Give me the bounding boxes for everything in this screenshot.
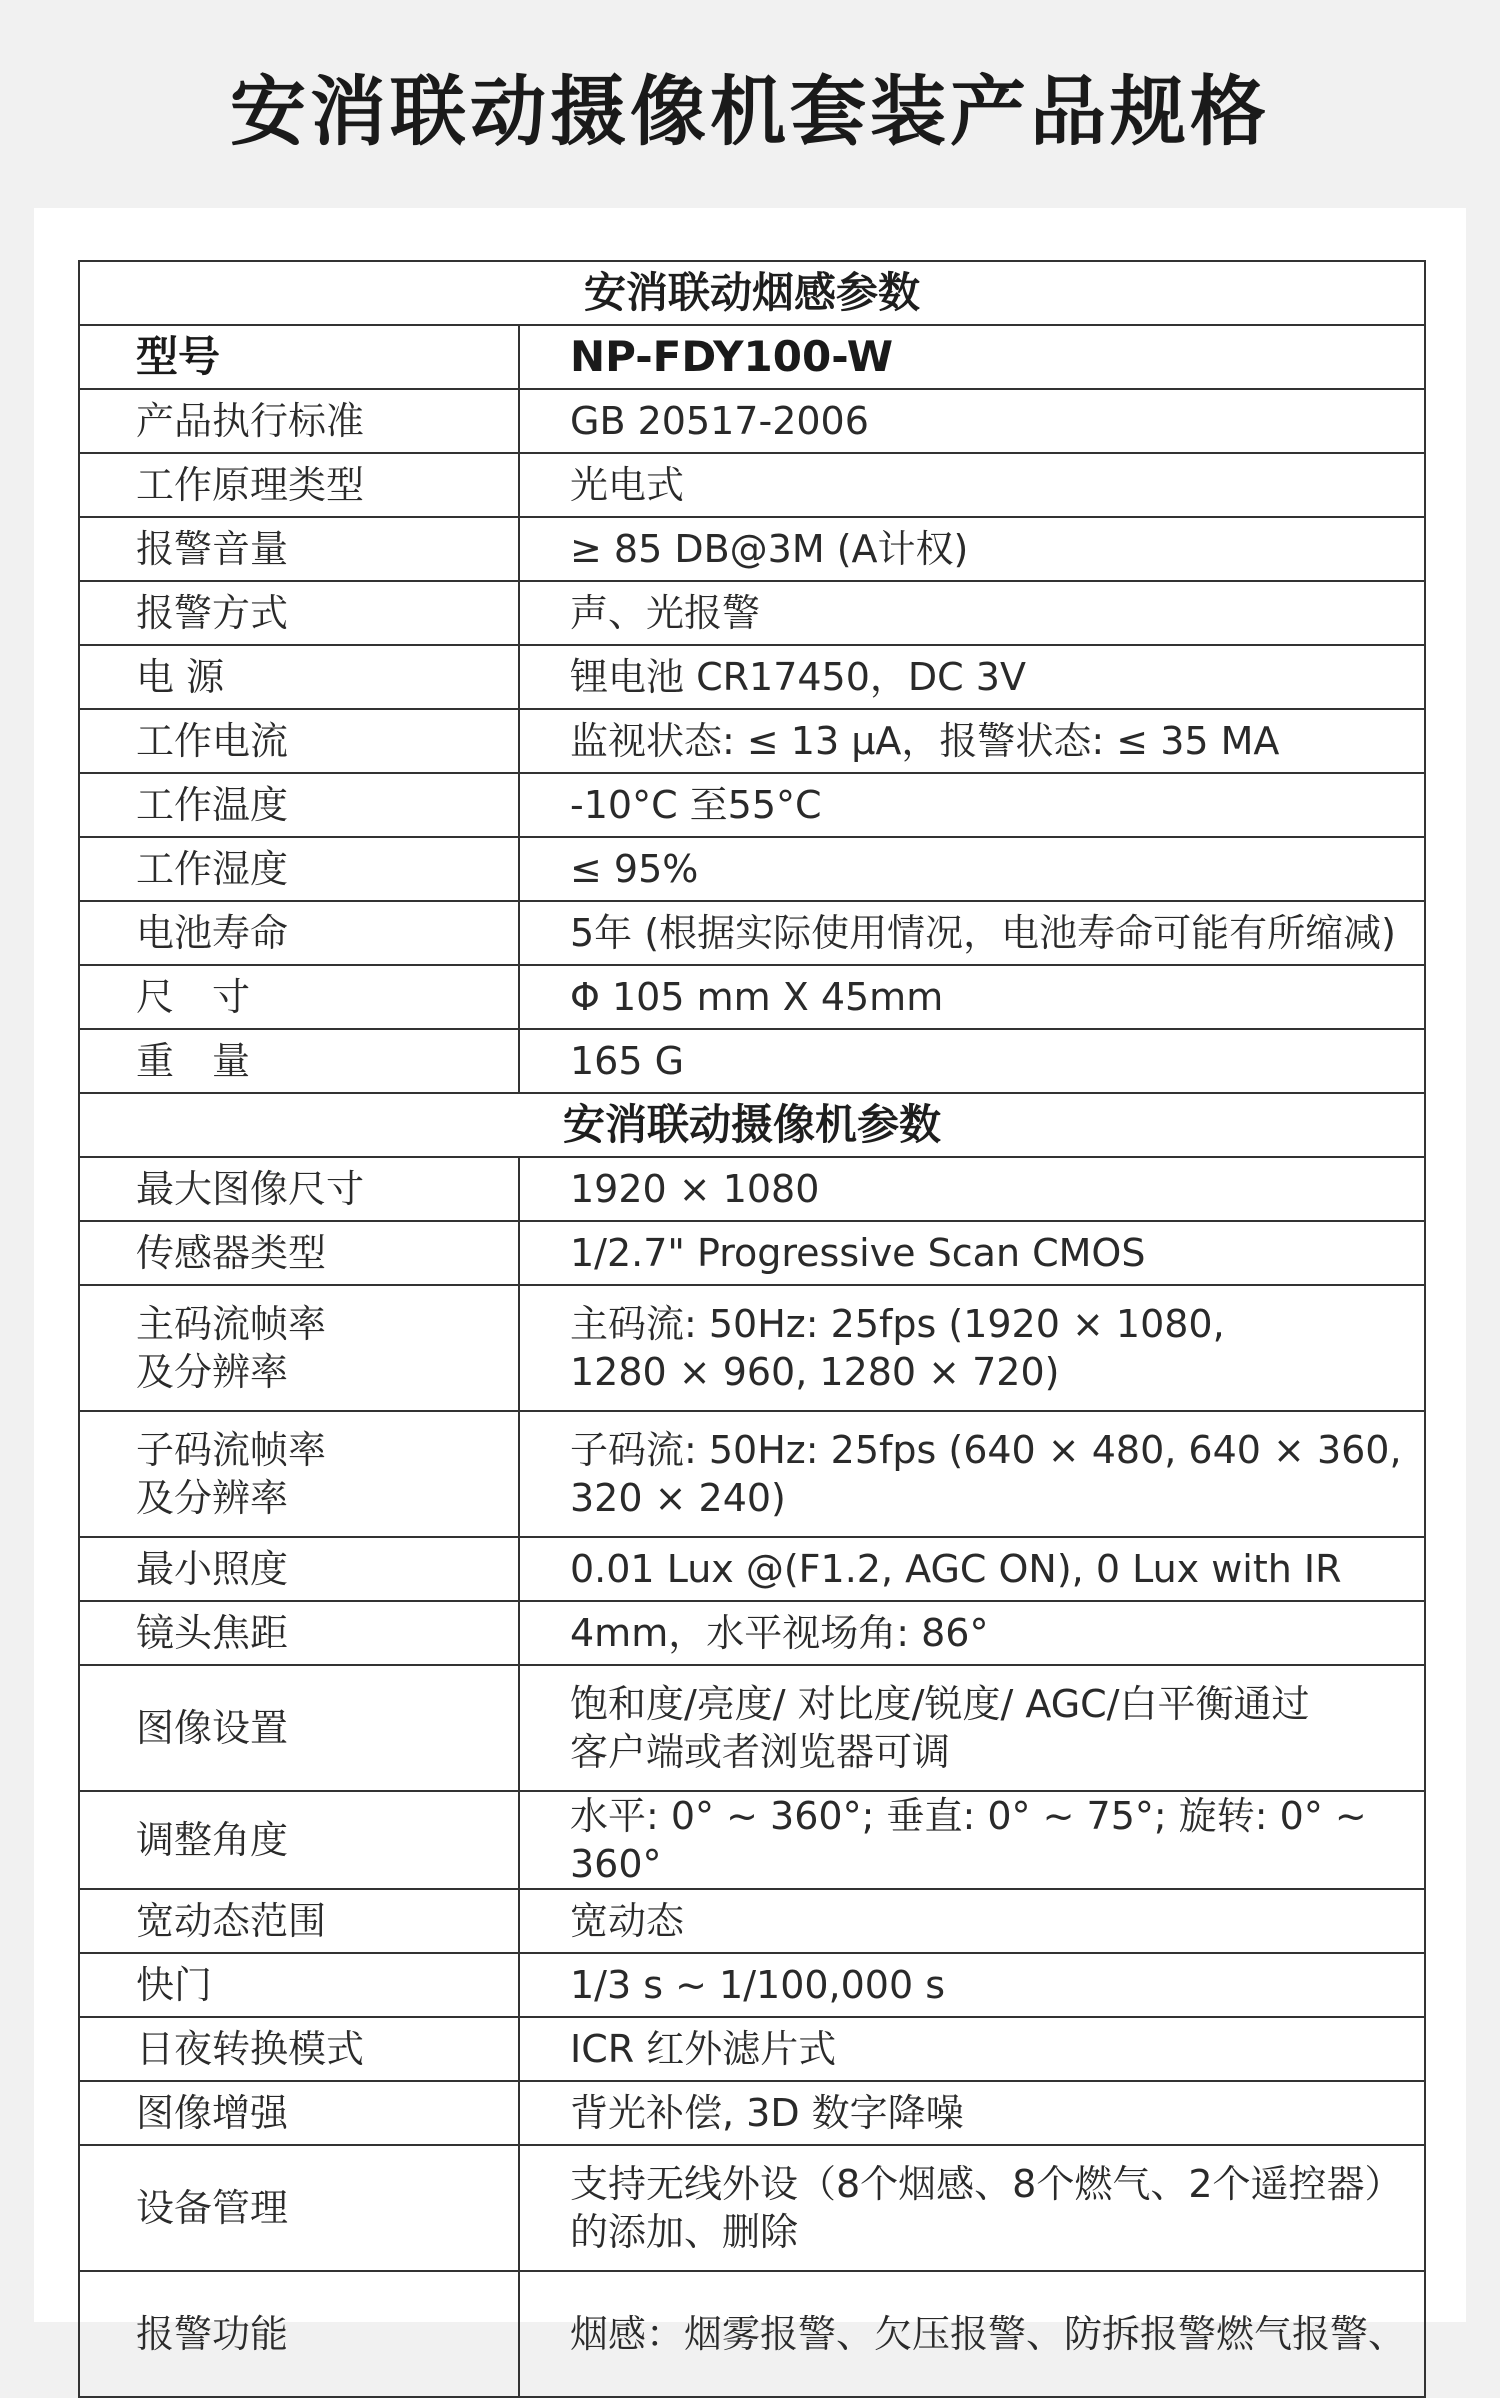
spec-label: 报警方式: [79, 581, 519, 645]
spec-value: 1920 × 1080: [519, 1157, 1425, 1221]
spec-row: [79, 1157, 1425, 1221]
spec-label: 工作温度: [79, 773, 519, 837]
spec-table: [78, 260, 1426, 2398]
spec-value: 背光补偿, 3D 数字降噪: [519, 2081, 1425, 2145]
spec-label: 设备管理: [79, 2145, 519, 2271]
spec-value: Φ 105 mm X 45mm: [519, 965, 1425, 1029]
spec-value: 声、光报警: [519, 581, 1425, 645]
spec-row: [79, 2271, 1425, 2397]
spec-row: [79, 517, 1425, 581]
spec-label: 调整角度: [79, 1791, 519, 1889]
spec-label: 传感器类型: [79, 1221, 519, 1285]
spec-label: 图像增强: [79, 2081, 519, 2145]
spec-value: ≥ 85 DB@3M (A计权): [519, 517, 1425, 581]
spec-row: [79, 645, 1425, 709]
spec-row: [79, 837, 1425, 901]
spec-row: [79, 1601, 1425, 1665]
spec-row: [79, 453, 1425, 517]
spec-value: 宽动态: [519, 1889, 1425, 1953]
spec-row: [79, 709, 1425, 773]
spec-value: GB 20517-2006: [519, 389, 1425, 453]
section-header-row: [79, 261, 1425, 325]
section-title: 安消联动烟感参数: [79, 261, 1425, 325]
spec-label: 主码流帧率 及分辨率: [79, 1285, 519, 1411]
spec-label: 工作湿度: [79, 837, 519, 901]
spec-value: 165 G: [519, 1029, 1425, 1093]
spec-label: 工作原理类型: [79, 453, 519, 517]
spec-value: 饱和度/亮度/ 对比度/锐度/ AGC/白平衡通过 客户端或者浏览器可调: [519, 1665, 1425, 1791]
spec-value: 1/3 s ~ 1/100,000 s: [519, 1953, 1425, 2017]
spec-label: 产品执行标准: [79, 389, 519, 453]
spec-value: -10°C 至55°C: [519, 773, 1425, 837]
spec-label: 日夜转换模式: [79, 2017, 519, 2081]
spec-row: [79, 325, 1425, 389]
spec-row: [79, 389, 1425, 453]
spec-row: [79, 2145, 1425, 2271]
spec-label: 型号: [79, 325, 519, 389]
spec-value: 子码流: 50Hz: 25fps (640 × 480, 640 × 360, 320 × 240): [519, 1411, 1425, 1537]
spec-value: 监视状态: ≤ 13 μA，报警状态: ≤ 35 MA: [519, 709, 1425, 773]
spec-label: 电池寿命: [79, 901, 519, 965]
spec-value: 5年 (根据实际使用情况，电池寿命可能有所缩减): [519, 901, 1425, 965]
spec-label: 电 源: [79, 645, 519, 709]
spec-row: [79, 1791, 1425, 1889]
section-title: 安消联动摄像机参数: [79, 1093, 1425, 1157]
spec-label: 最小照度: [79, 1537, 519, 1601]
spec-row: [79, 901, 1425, 965]
spec-value: 4mm，水平视场角: 86°: [519, 1601, 1425, 1665]
spec-value: NP-FDY100-W: [519, 325, 1425, 389]
spec-value: 0.01 Lux @(F1.2, AGC ON), 0 Lux with IR: [519, 1537, 1425, 1601]
spec-row: [79, 773, 1425, 837]
spec-row: [79, 1221, 1425, 1285]
spec-label: 子码流帧率 及分辨率: [79, 1411, 519, 1537]
spec-label: 尺 寸: [79, 965, 519, 1029]
section-header-row: [79, 1093, 1425, 1157]
page-title: 安消联动摄像机套装产品规格: [230, 67, 1270, 156]
spec-row: [79, 1411, 1425, 1537]
spec-label: 最大图像尺寸: [79, 1157, 519, 1221]
spec-label: 工作电流: [79, 709, 519, 773]
spec-row: [79, 2081, 1425, 2145]
spec-label: 镜头焦距: [79, 1601, 519, 1665]
spec-value: ≤ 95%: [519, 837, 1425, 901]
spec-value: 1/2.7" Progressive Scan CMOS: [519, 1221, 1425, 1285]
spec-value: 光电式: [519, 453, 1425, 517]
spec-value: 锂电池 CR17450，DC 3V: [519, 645, 1425, 709]
spec-label: 图像设置: [79, 1665, 519, 1791]
spec-row: [79, 1537, 1425, 1601]
spec-value: 支持无线外设（8个烟感、8个燃气、2个遥控器） 的添加、删除: [519, 2145, 1425, 2271]
spec-value: 烟感：烟雾报警、欠压报警、防拆报警燃气报警、: [519, 2271, 1425, 2397]
spec-row: [79, 1665, 1425, 1791]
spec-row: [79, 2017, 1425, 2081]
spec-label: 报警功能: [79, 2271, 519, 2397]
spec-label: 宽动态范围: [79, 1889, 519, 1953]
spec-label: 重 量: [79, 1029, 519, 1093]
spec-label: 报警音量: [79, 517, 519, 581]
spec-value: ICR 红外滤片式: [519, 2017, 1425, 2081]
spec-label: 快门: [79, 1953, 519, 2017]
spec-row: [79, 965, 1425, 1029]
spec-row: [79, 1285, 1425, 1411]
spec-row: [79, 1029, 1425, 1093]
spec-row: [79, 1953, 1425, 2017]
spec-row: [79, 581, 1425, 645]
spec-value: 水平: 0° ~ 360°; 垂直: 0° ~ 75°; 旋转: 0° ~ 360°: [519, 1791, 1425, 1889]
spec-value: 主码流: 50Hz: 25fps (1920 × 1080, 1280 × 960, 1280 × 720): [519, 1285, 1425, 1411]
spec-row: [79, 1889, 1425, 1953]
